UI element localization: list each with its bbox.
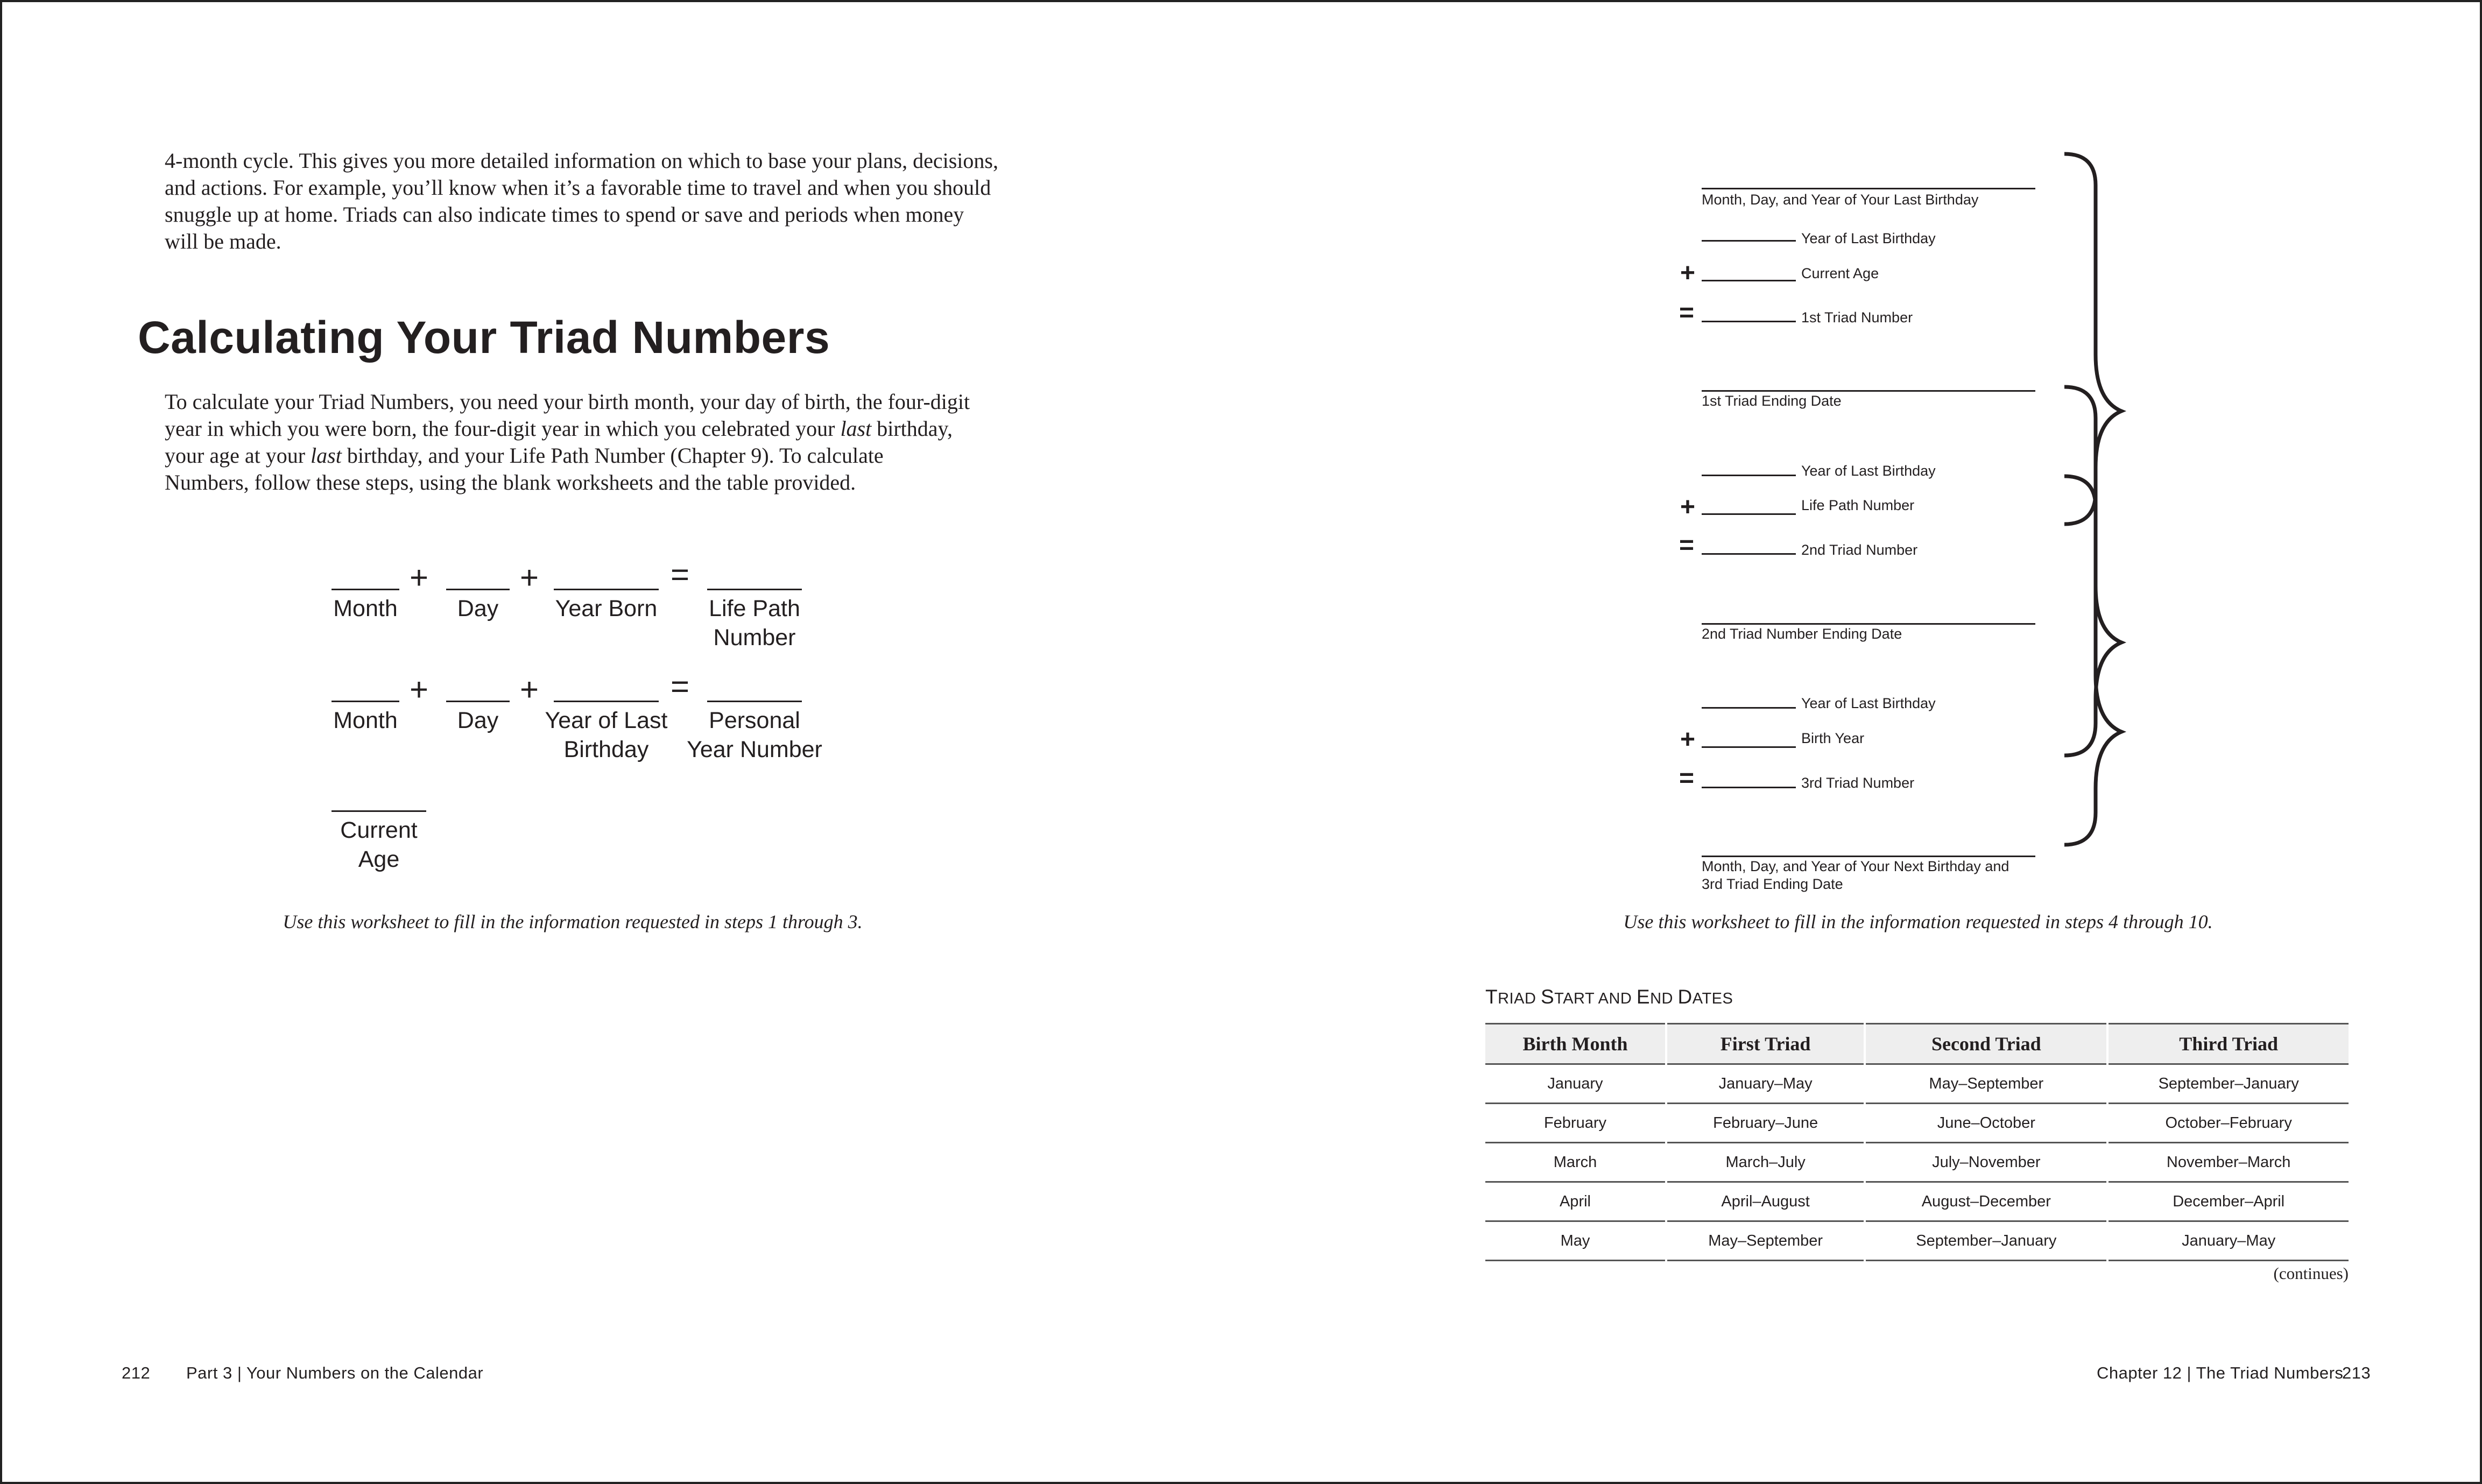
running-head-left: Part 3 | Your Numbers on the Calendar — [186, 1363, 484, 1382]
equals-operator: = — [1679, 531, 1695, 560]
table-cell: August–December — [1865, 1182, 2107, 1221]
table-cell: May — [1485, 1221, 1666, 1261]
plus-operator: + — [520, 560, 539, 596]
table-row — [1485, 1221, 2349, 1261]
blank-year-of-last-birthday[interactable] — [1702, 707, 1796, 709]
emphasis: last — [840, 416, 872, 441]
label-day: Day — [457, 708, 499, 733]
table-cell: October–February — [2107, 1104, 2349, 1143]
brace-1 — [2064, 154, 2121, 524]
table-cell: January — [1485, 1064, 1666, 1104]
plus-operator: + — [410, 560, 429, 596]
body-line: To calculate your Triad Numbers, you need your birth month, your day of birth, the four-digit — [165, 390, 970, 414]
label-life-path-number: Life Path Number — [709, 596, 800, 651]
intro-line: and actions. For example, you’ll know when it’s a favorable time to travel and when you should — [165, 175, 991, 200]
col-header-third-triad: Third Triad — [2107, 1024, 2349, 1064]
table-cell: April — [1485, 1182, 1666, 1221]
table-cell: February–June — [1666, 1104, 1865, 1143]
label-day: Day — [457, 596, 499, 621]
blank-3rd-triad-number[interactable] — [1702, 787, 1796, 788]
plus-operator: + — [1680, 725, 1696, 754]
emphasis: last — [311, 443, 342, 468]
equals-operator: = — [671, 668, 690, 704]
table-cell: March–July — [1666, 1143, 1865, 1182]
intro-line: 4-month cycle. This gives you more detailed information on which to base your plans, decisions, — [165, 149, 998, 173]
col-header-birth-month: Birth Month — [1485, 1024, 1666, 1064]
table-cell: June–October — [1865, 1104, 2107, 1143]
label-3rd-triad-number: 3rd Triad Number — [1801, 775, 1915, 791]
body-line: Numbers, follow these steps, using the blank worksheets and the table provided. — [165, 470, 856, 494]
triad-dates-table — [1485, 1023, 2349, 1261]
label-year-of-last-birthday: Year of Last Birthday — [1801, 463, 1936, 479]
table-cell: July–November — [1865, 1143, 2107, 1182]
table-cell: February — [1485, 1104, 1666, 1143]
blank-1st-triad-number[interactable] — [1702, 321, 1796, 322]
table-cell: September–January — [1865, 1221, 2107, 1261]
plus-operator: + — [410, 672, 429, 708]
label-year-of-last-birthday: Year of Last Birthday — [1801, 230, 1936, 246]
equals-operator: = — [671, 556, 690, 592]
label-last-birthday-date: Month, Day, and Year of Your Last Birthday — [1702, 192, 1979, 208]
label-next-birthday-line2: 3rd Triad Ending Date — [1702, 876, 1843, 892]
blank-2nd-triad-number[interactable] — [1702, 553, 1796, 555]
label-birth-year: Birth Year — [1801, 730, 1865, 746]
col-header-first-triad: First Triad — [1666, 1024, 1865, 1064]
table-title: TRIAD START AND END DATES — [1485, 986, 1733, 1008]
intro-line: snuggle up at home. Triads can also indicate times to spend or save and periods when money — [165, 202, 964, 227]
folio-number-left: 212 — [122, 1363, 151, 1382]
blank-current-age[interactable] — [1702, 280, 1796, 281]
body-line: your age at your last birthday, and your Life Path Number (Chapter 9). To calculate — [165, 443, 884, 468]
table-cell: May–September — [1865, 1064, 2107, 1104]
intro-line: will be made. — [165, 229, 281, 253]
label-1st-triad-ending-date: 1st Triad Ending Date — [1702, 393, 1842, 409]
label-year-of-last-birthday: Year of Last Birthday — [1801, 695, 1936, 711]
blank-last-birthday-date[interactable] — [1702, 188, 2035, 189]
body-line: year in which you were born, the four-digit year in which you celebrated your last birthday, — [165, 416, 953, 441]
blank-year-of-last-birthday[interactable] — [1702, 475, 1796, 476]
table-row — [1485, 1064, 2349, 1104]
table-cell: January–May — [1666, 1064, 1865, 1104]
label-month: Month — [333, 708, 398, 733]
worksheet-caption-right: Use this worksheet to fill in the information requested in steps 4 through 10. — [1623, 911, 2213, 932]
equals-operator: = — [1679, 299, 1695, 327]
label-next-birthday-line1: Month, Day, and Year of Your Next Birthday and — [1702, 858, 2009, 874]
section-heading: Calculating Your Triad Numbers — [138, 312, 830, 363]
folio-number-right: 213 — [2342, 1363, 2371, 1382]
plus-operator: + — [520, 672, 539, 708]
blank-year-of-last-birthday[interactable] — [1702, 240, 1796, 242]
table-cell: April–August — [1666, 1182, 1865, 1221]
table-row — [1485, 1182, 2349, 1221]
equals-operator: = — [1679, 764, 1695, 793]
table-row — [1485, 1104, 2349, 1143]
table-cell: January–May — [2107, 1221, 2349, 1261]
label-1st-triad-number: 1st Triad Number — [1801, 309, 1913, 326]
label-month: Month — [333, 596, 398, 621]
brace-2 — [2064, 387, 2121, 755]
label-current-age: Current Age — [340, 817, 418, 872]
table-header-row — [1485, 1024, 2349, 1064]
table-cell: December–April — [2107, 1182, 2349, 1221]
blank-life-path-number[interactable] — [1702, 513, 1796, 515]
curly-braces — [2058, 147, 2133, 847]
blank-birth-year[interactable] — [1702, 746, 1796, 748]
plus-operator: + — [1680, 493, 1696, 521]
label-2nd-triad-ending-date: 2nd Triad Number Ending Date — [1702, 626, 1902, 642]
table-cell: November–March — [2107, 1143, 2349, 1182]
col-header-second-triad: Second Triad — [1865, 1024, 2107, 1064]
label-personal-year-number: Personal Year Number — [687, 708, 822, 762]
label-year-of-last-birthday: Year of Last Birthday — [545, 708, 668, 762]
label-life-path-number: Life Path Number — [1801, 497, 1915, 513]
continues-note: (continues) — [2273, 1264, 2349, 1283]
worksheet-steps-4-10 — [2, 2, 2482, 917]
label-year-born: Year Born — [555, 596, 658, 621]
plus-operator: + — [1680, 259, 1696, 287]
worksheet-caption-left: Use this worksheet to fill in the information requested in steps 1 through 3. — [283, 911, 863, 932]
label-2nd-triad-number: 2nd Triad Number — [1801, 542, 1918, 558]
table-row — [1485, 1143, 2349, 1182]
table-cell: September–January — [2107, 1064, 2349, 1104]
table-cell: May–September — [1666, 1221, 1865, 1261]
table-cell: March — [1485, 1143, 1666, 1182]
brace-3 — [2064, 476, 2121, 845]
label-current-age: Current Age — [1801, 265, 1879, 281]
running-head-right: Chapter 12 | The Triad Numbers — [2097, 1363, 2344, 1382]
